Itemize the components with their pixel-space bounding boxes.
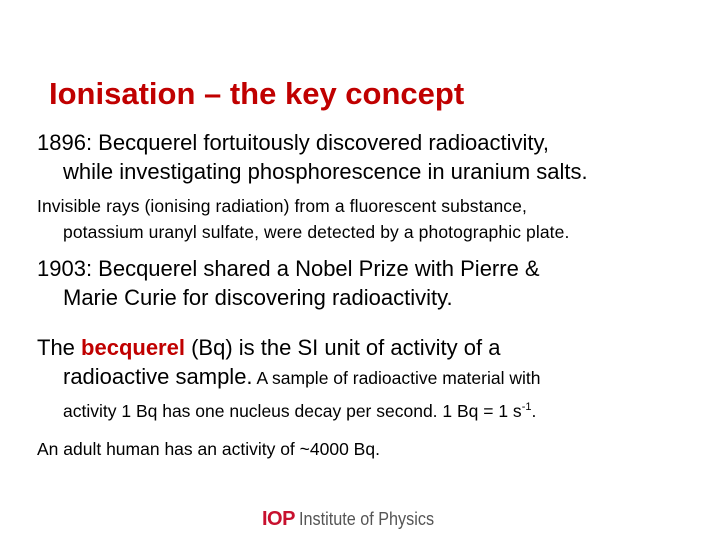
paragraph-line	[37, 333, 540, 362]
iop-logo: IOP	[262, 508, 295, 530]
paragraph-line: while investigating phosphorescence in uranium salts.	[63, 159, 588, 184]
paragraph-line: 1896: Becquerel fortuitously discovered radioactivity,	[37, 130, 549, 155]
paragraph-line: potassium uranyl sulfate, were detected by a photographic plate.	[63, 222, 570, 242]
slide-title: Ionisation – the key concept	[49, 76, 465, 111]
superscript: -1	[521, 401, 532, 413]
paragraph-line: An adult human has an activity of ~4000 Bq.	[37, 439, 380, 459]
paragraph-nobel	[37, 254, 540, 312]
institute-name: Institute of Physics	[298, 509, 435, 529]
text-segment: The	[37, 335, 82, 360]
paragraph-line: Marie Curie for discovering radioactivity.	[63, 285, 453, 310]
term-becquerel: becquerel	[81, 335, 185, 360]
text-segment: radioactive sample.	[63, 364, 253, 389]
paragraph-line	[37, 362, 540, 393]
text-segment: A sample of radioactive material with	[252, 368, 541, 388]
paragraph-becquerel-unit	[37, 333, 540, 426]
text-segment: .	[531, 401, 537, 421]
paragraph-human-activity	[37, 436, 380, 462]
paragraph-line	[37, 397, 540, 426]
paragraph-line: 1903: Becquerel shared a Nobel Prize with Pierre &	[37, 256, 540, 281]
paragraph-invisible-rays	[37, 193, 569, 245]
paragraph-line: Invisible rays (ionising radiation) from a fluorescent substance,	[37, 196, 527, 216]
text-segment: activity 1 Bq has one nucleus decay per second. 1 Bq = 1 s	[63, 401, 522, 421]
paragraph-discovery	[37, 128, 588, 186]
text-segment: (Bq) is the SI unit of activity of a	[184, 335, 501, 360]
footer-logo	[262, 508, 449, 531]
